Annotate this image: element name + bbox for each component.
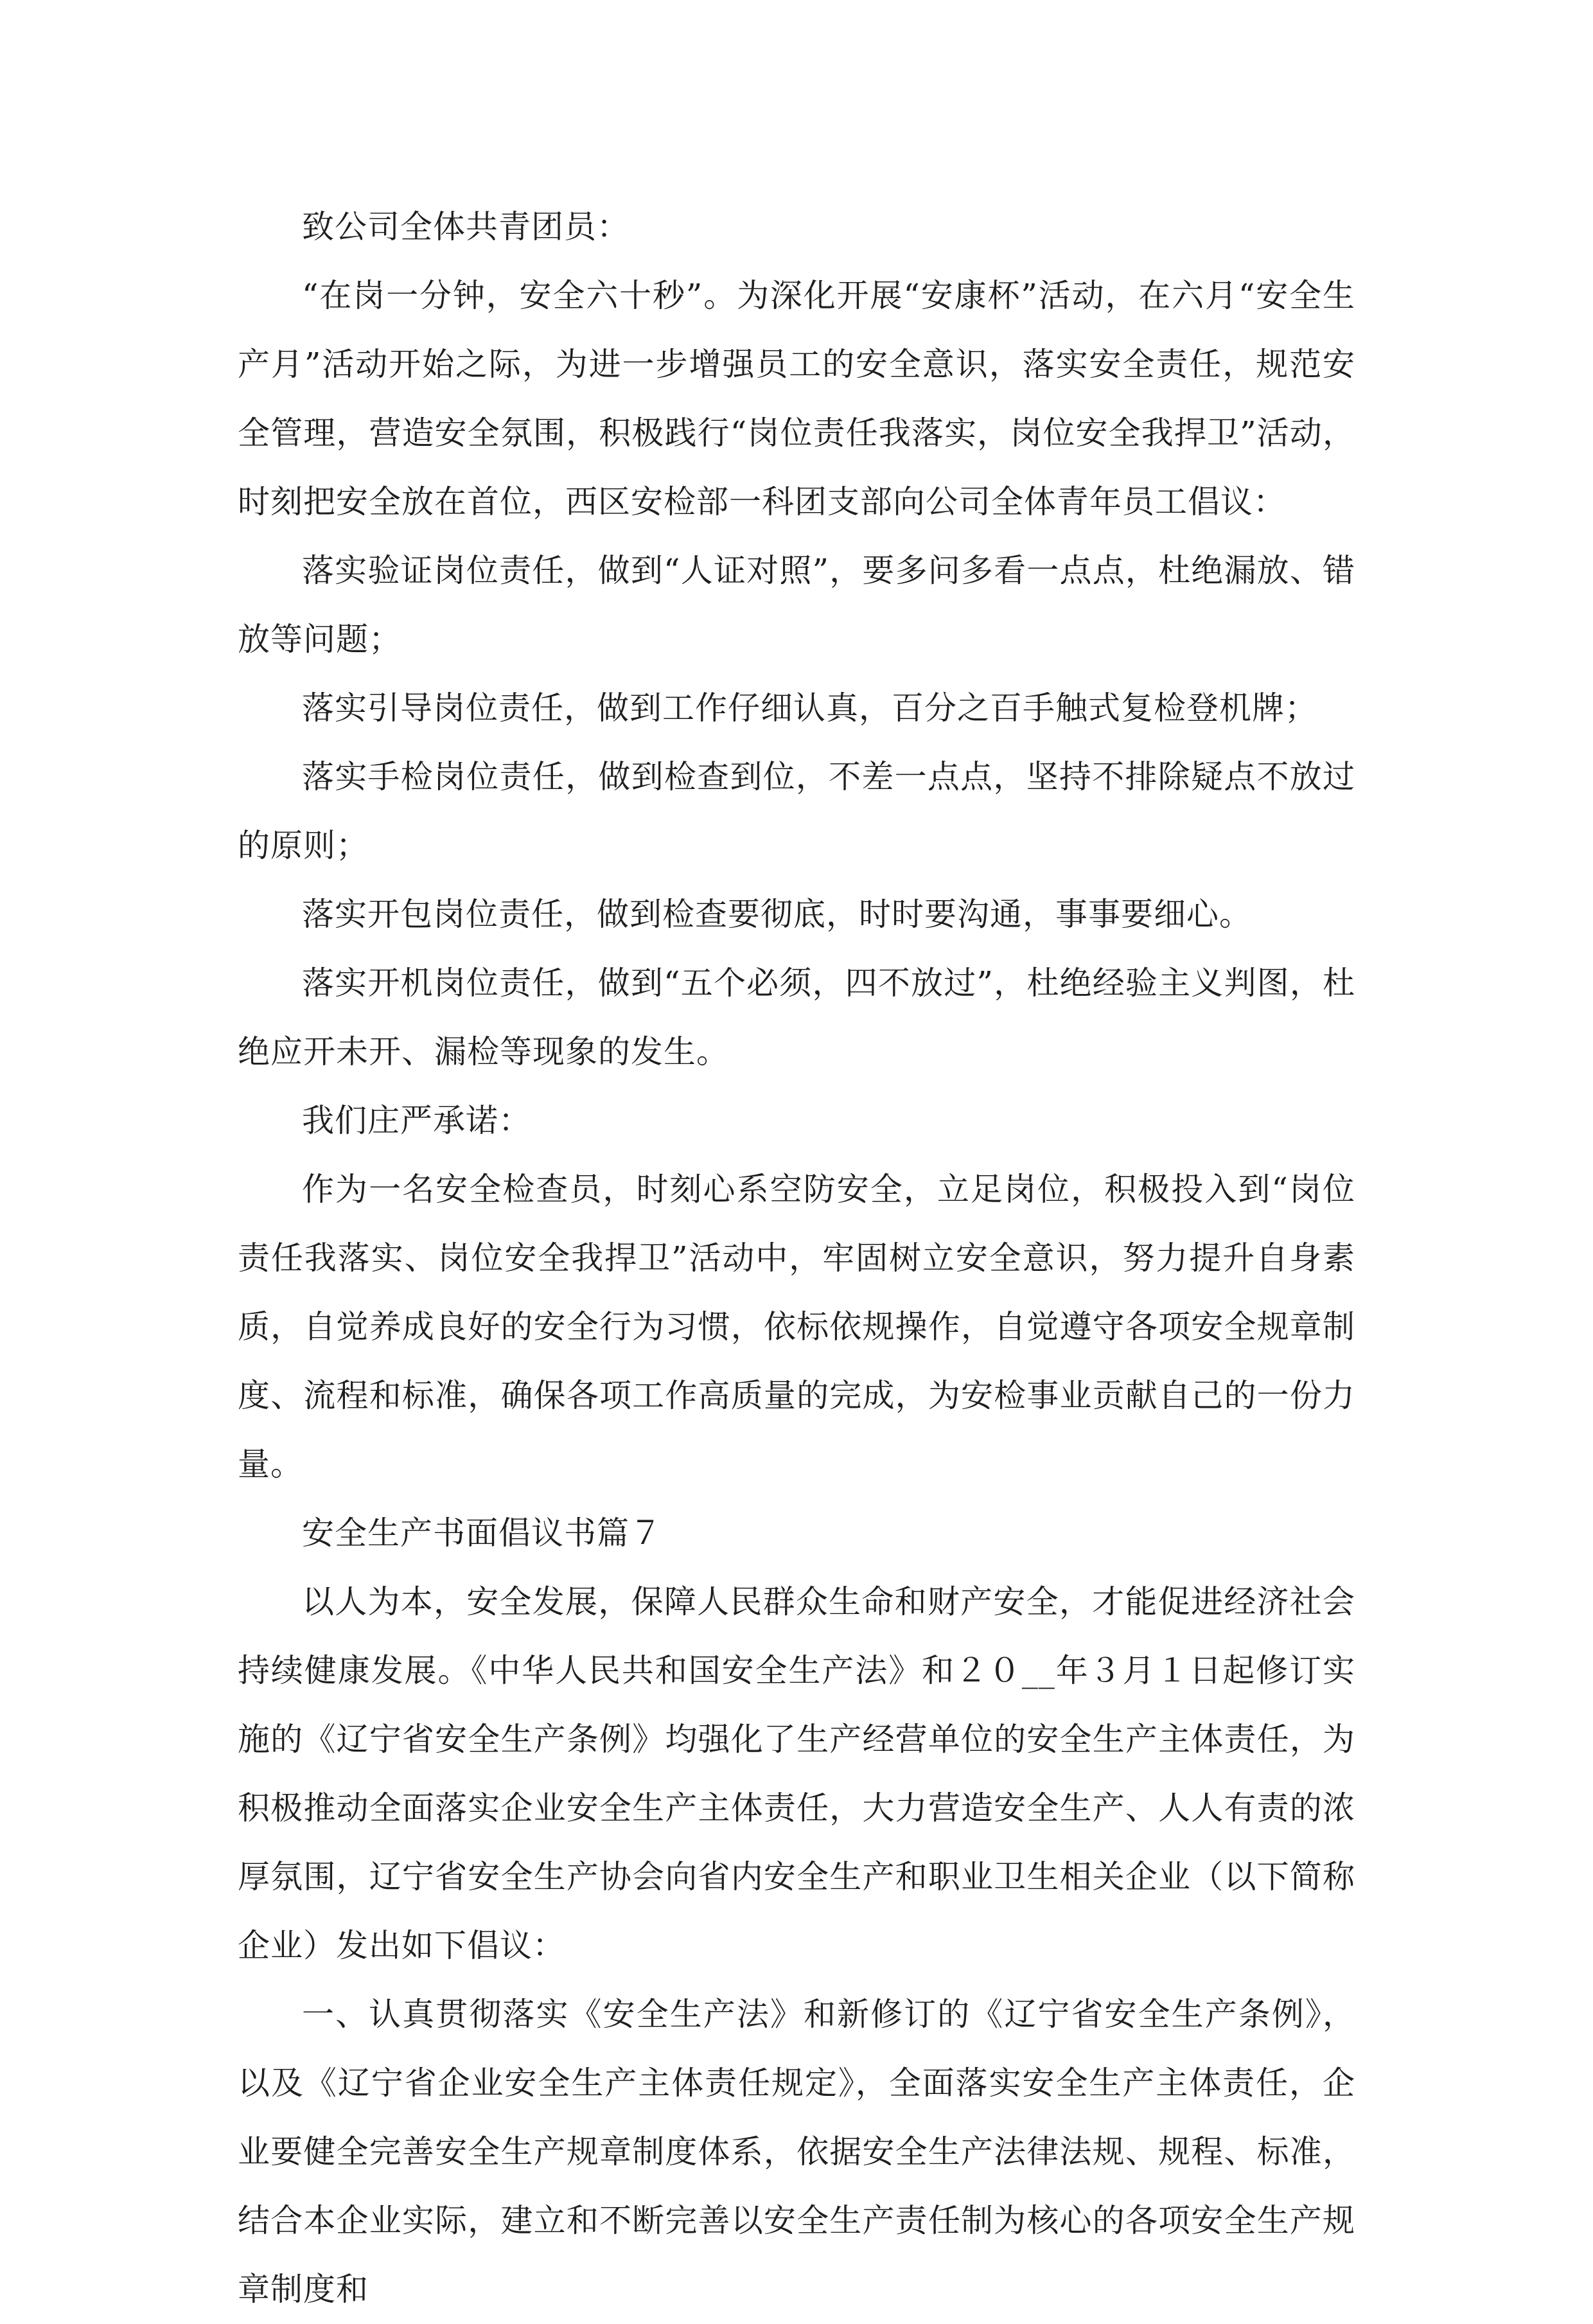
paragraph-hand-check: 落实手检岗位责任，做到检查到位，不差一点点，坚持不排除疑点不放过的原则； bbox=[238, 758, 1355, 864]
paragraph-guidance: 落实引导岗位责任，做到工作仔细认真，百分之百手触式复检登机牌； bbox=[302, 689, 1317, 727]
paragraph-pledge-heading: 我们庄严承诺： bbox=[302, 1102, 531, 1139]
salutation: 致公司全体共青团员： bbox=[302, 208, 629, 245]
paragraph-section-intro: 以人为本，安全发展，保障人民群众生命和财产安全，才能促进经济社会持续健康发展。《中华人民共和国安全生产法》和２０__年３月１日起修订实施的《辽宁省安全生产条例》均强化了生产经营单位的安全生产主体责任，为积极推动全面落实企业安全生产主体责任，大力营造安全生产、人人有责的浓厚氛围，辽宁省安全生产协会向省内安全生产和职业卫生相关企业（以下简称企业）发出如下倡议： bbox=[238, 1583, 1355, 1964]
paragraph-machine: 落实开机岗位责任，做到“五个必须，四不放过”，杜绝经验主义判图，杜绝应开未开、漏检等现象的发生。 bbox=[238, 964, 1355, 1070]
section-heading: 安全生产书面倡议书篇７ bbox=[302, 1514, 662, 1552]
paragraph-item-one: 一、认真贯彻落实《安全生产法》和新修订的《辽宁省安全生产条例》，以及《辽宁省企业安全生产主体责任规定》，全面落实安全生产主体责任，企业要健全完善安全生产规章制度体系，依据安全生产法律法规、规程、标准，结合本企业实际，建立和不断完善以安全生产责任制为核心的各项安全生产规章制度和 bbox=[238, 1996, 1355, 2308]
document-body bbox=[238, 193, 1355, 2324]
paragraph-intro: “在岗一分钟，安全六十秒”。为深化开展“安康杯”活动，在六月“安全生产月”活动开始之际，为进一步增强员工的安全意识，落实安全责任，规范安全管理，营造安全氛围，积极践行“岗位责任我落实，岗位安全我捍卫”活动，时刻把安全放在首位，西区安检部一科团支部向公司全体青年员工倡议： bbox=[238, 277, 1355, 520]
paragraph-pledge: 作为一名安全检查员，时刻心系空防安全，立足岗位，积极投入到“岗位责任我落实、岗位安全我捍卫”活动中，牢固树立安全意识，努力提升自身素质，自觉养成良好的安全行为习惯，依标依规操作，自觉遵守各项安全规章制度、流程和标准，确保各项工作高质量的完成，为安检事业贡献自己的一份力量。 bbox=[238, 1171, 1355, 1483]
paragraph-verification: 落实验证岗位责任，做到“人证对照”，要多问多看一点点，杜绝漏放、错放等问题； bbox=[238, 552, 1355, 658]
paragraph-bag-check: 落实开包岗位责任，做到检查要彻底，时时要沟通，事事要细心。 bbox=[302, 896, 1252, 933]
